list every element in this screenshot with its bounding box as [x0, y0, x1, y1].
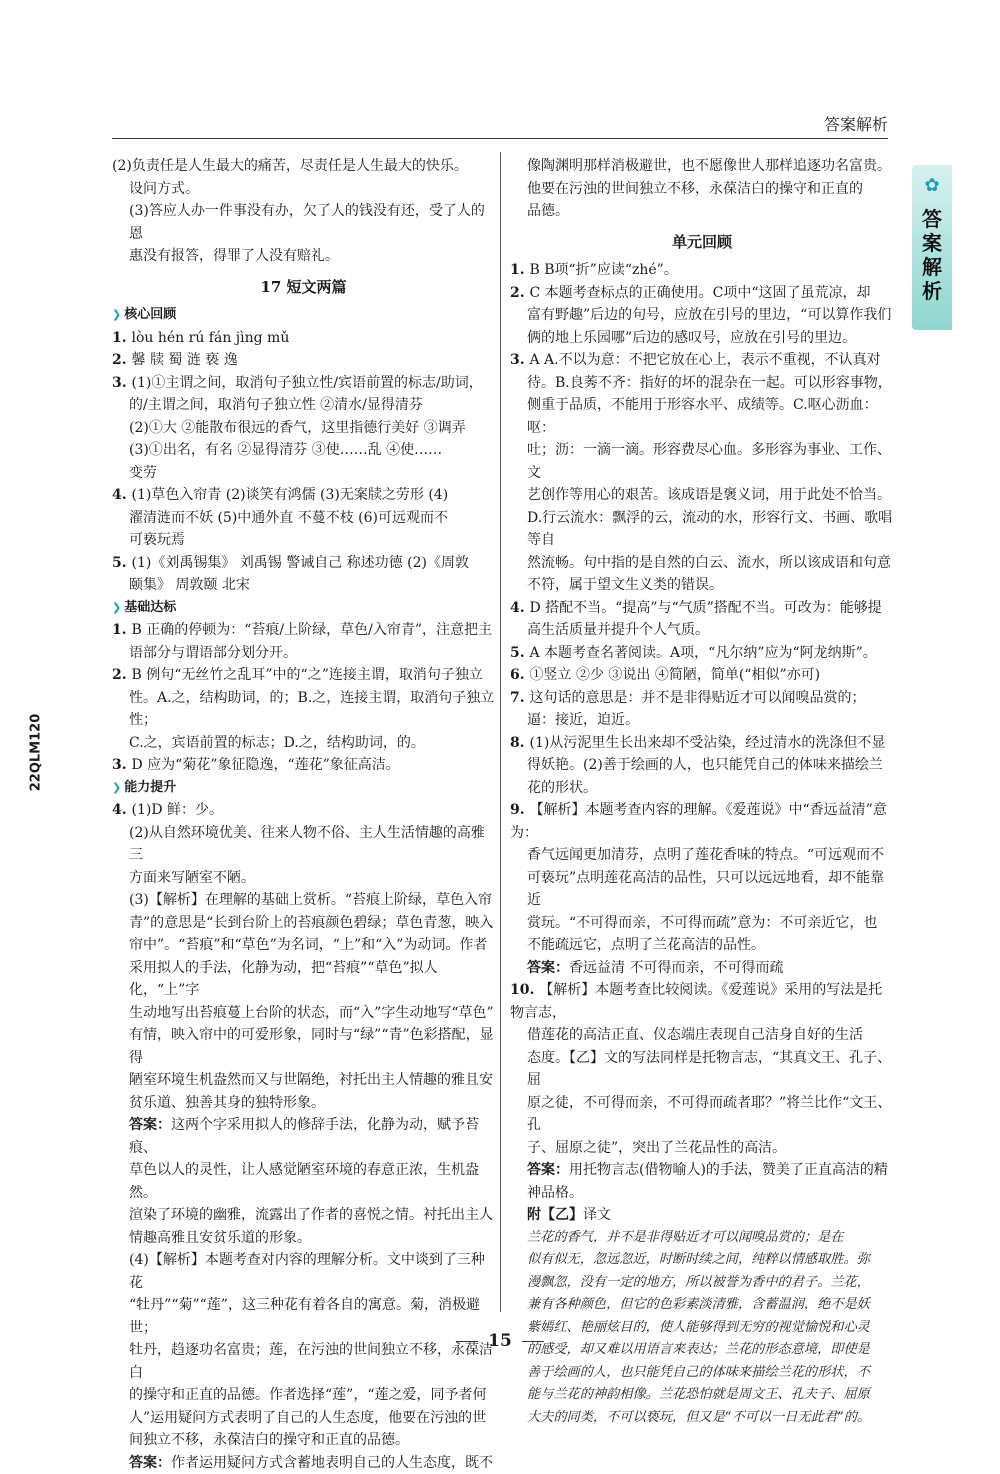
subsection-title: [112, 597, 495, 620]
answer-text: 香远益清 不可得而亲，不可得而疏: [569, 960, 783, 976]
line-text: 贫乐道、独善其身的独特形象。: [129, 1095, 325, 1111]
text-line: [510, 200, 894, 223]
line-text: (4)【解析】本题考查对内容的理解分析。文中谈到了三种花: [129, 1252, 485, 1291]
column-divider: [500, 152, 501, 1312]
text-line: [112, 178, 495, 201]
text-line: [112, 1092, 495, 1115]
text-line: [112, 439, 495, 462]
line-text: 不能疏远它，点明了兰花高洁的品性。: [527, 937, 765, 953]
answer-label: 答案：: [129, 1117, 171, 1133]
section-tab-label: 答案解析: [918, 207, 946, 303]
text-line: [510, 507, 894, 552]
answer-label: 附【乙】: [527, 1207, 583, 1223]
subsection-label: 核心回顾: [124, 307, 176, 322]
line-text: (2)①大 ②能散布很远的香气，这里指德行美好 ③调弄: [129, 420, 466, 436]
text-line: [112, 754, 495, 777]
left-column: [112, 155, 495, 1474]
translation-line: 善于绘画的人，也只能凭自己的体味来描绘兰花的形状，不: [510, 1362, 894, 1385]
header-title: 答案解析: [824, 112, 888, 135]
line-text: 惠没有报答，得罪了人没有赔礼。: [129, 248, 339, 264]
question-number: 9.: [510, 802, 530, 818]
answer-label: 答案：: [527, 960, 569, 976]
line-text: A 本题考查名著阅读。A项，“凡尔纳”应为“阿龙纳斯”。: [530, 645, 877, 661]
line-text: 侧重于品质，不能用于形容水平、成绩等。C.呕心沥血：呕：: [527, 397, 878, 436]
text-line: [112, 1002, 495, 1025]
text-line: [510, 552, 894, 575]
question-number: 10.: [510, 982, 539, 998]
line-text: 方面来写陋室不陋。: [129, 870, 255, 886]
text-line: [112, 1227, 495, 1250]
text-line: [510, 799, 894, 844]
line-text: 有情，映入帘中的可爱形象，同时与“绿”“青”色彩搭配，显得: [129, 1027, 494, 1066]
question-number: 1.: [112, 622, 132, 638]
question-number: 7.: [510, 690, 530, 706]
question-number: 4.: [112, 802, 132, 818]
text-line: [112, 1429, 495, 1452]
text-line: [510, 619, 894, 642]
text-line: [112, 245, 495, 268]
section-title: 17 短文两篇: [112, 276, 495, 299]
subsection-title: [112, 777, 495, 800]
question-number: 2.: [510, 285, 530, 301]
line-text: 性。A.之，结构助词，的；B.之，连接主谓，取消句子独立性；: [129, 690, 494, 729]
text-line: [510, 259, 894, 282]
line-text: 语部分与谓语部分划分开。: [129, 645, 297, 661]
line-text: (1)从污泥里生长出来却不受沾染，经过清水的洗涤但不显: [530, 735, 886, 751]
line-text: lòu hén rú fán jìng mǔ: [132, 330, 290, 346]
line-text: 待。B.良莠不齐：指好的坏的混杂在一起。可以形容事物，: [527, 375, 892, 391]
line-text: 态度。【乙】文的写法同样是托物言志，“其真文王、孔子、屈: [527, 1050, 891, 1089]
line-text: (2)负责任是人生最大的痛苦，尽责任是人生最大的快乐。: [112, 158, 468, 174]
text-line: [112, 1249, 495, 1294]
text-line: [510, 439, 894, 484]
subsection-label: 能力提升: [124, 780, 176, 795]
translation-line: 漫飘忽，没有一定的地方，所以被誉为香中的君子。兰花，: [510, 1272, 894, 1295]
text-line: [112, 1204, 495, 1227]
line-text: 陋室环境生机盎然而又与世隔绝，衬托出主人情趣的雅且安: [129, 1072, 493, 1088]
text-line: [112, 372, 495, 395]
text-line: [510, 282, 894, 305]
line-text: 【解析】本题考查内容的理解。《爱莲说》中“香远益清”意为：: [510, 802, 887, 841]
text-line: [112, 1024, 495, 1069]
text-line: [112, 1069, 495, 1092]
question-number: 6.: [510, 667, 530, 683]
text-line: [112, 934, 495, 957]
text-line: [112, 1159, 495, 1204]
line-text: A A.不以为意：不把它放在心上，表示不重视，不认真对: [530, 352, 881, 368]
answer-text: 用托物言志(借物喻人)的手法，赞美了正直高洁的精: [569, 1162, 888, 1178]
question-number: 5.: [112, 555, 132, 571]
translation-line: 兼有各种颜色，但它的色彩素淡清雅，含蓄温润，绝不是妖: [510, 1294, 894, 1317]
text-line: [112, 957, 495, 1002]
text-line: [510, 1182, 894, 1205]
translation-line: 兰花的香气，并不是非得贴近才可以闻嗅品赏的；是在: [510, 1227, 894, 1250]
text-line: [510, 754, 894, 777]
line-text: (3)①出名，有名 ②显得清芬 ③使……乱 ④使……: [129, 442, 442, 458]
line-text: (3)【解析】在理解的基础上赏析。“苔痕上阶绿，草色入帘: [129, 892, 492, 908]
leaf-icon: ✿: [920, 175, 944, 197]
text-line: [510, 687, 894, 710]
text-line: [510, 777, 894, 800]
line-text: 渲染了环境的幽雅，流露出了作者的喜悦之情。衬托出主人: [129, 1207, 493, 1223]
text-line: [112, 507, 495, 530]
line-text: 艺创作等用心的艰苦。该成语是褒义词，用于此处不恰当。: [527, 487, 891, 503]
text-line: [510, 574, 894, 597]
answer-label: 答案：: [129, 1455, 171, 1471]
line-text: C 本题考查标点的正确使用。C项中“这固了虽荒凉，却: [530, 285, 871, 301]
line-text: 帘中”。“苔痕”和“草色”为名词，“上”和“入”为动词。作者: [129, 937, 487, 953]
line-text: 子、屈原之徒”，突出了兰花品性的高洁。: [527, 1140, 786, 1156]
text-line: [112, 155, 495, 178]
text-line: [510, 1137, 894, 1160]
line-text: 这句话的意思是：并不是非得贴近才可以闻嗅品赏的；: [530, 690, 866, 706]
line-text: (2)从自然环境优美、往来人物不俗、主人生活情趣的高雅三: [129, 825, 485, 864]
line-text: 高生活质量并提升个人气质。: [527, 622, 709, 638]
text-line: [510, 1159, 894, 1182]
text-line: [112, 889, 495, 912]
question-number: 1.: [510, 262, 530, 278]
text-line: [112, 1114, 495, 1159]
text-line: [510, 372, 894, 395]
line-text: 逼：接近，迫近。: [527, 712, 639, 728]
text-line: [510, 1204, 894, 1227]
line-text: 品德。: [527, 203, 569, 219]
text-line: [510, 642, 894, 665]
text-line: [510, 957, 894, 980]
line-text: 间独立不移，永葆洁白的操守和正直的品德。: [129, 1432, 409, 1448]
text-line: [112, 912, 495, 935]
text-line: [510, 867, 894, 912]
line-text: 【解析】本题考查比较阅读。《爱莲说》采用的写法是托物言志，: [510, 982, 882, 1021]
line-text: 花的形状。: [527, 780, 597, 796]
text-line: [112, 327, 495, 350]
text-line: [112, 822, 495, 867]
line-text: 吐；沥：一滴一滴。形容费尽心血。多形容为事业、工作、文: [527, 442, 891, 481]
translation-line: 的感受，却又难以用语言来表达；兰花的形态意境，即使是: [510, 1339, 894, 1362]
line-text: (1)D 鲜：少。: [132, 802, 224, 818]
section-tab: [912, 165, 952, 330]
line-text: 俩的地上乐园哪”后边的感叹号，应放在引号的里边。: [527, 330, 856, 346]
text-line: [112, 462, 495, 485]
line-text: 得妖艳。(2)善于绘画的人，也只能凭自己的体味来描绘兰: [527, 757, 883, 773]
translation-line: 大夫的同类，不可以亵玩，但又是“不可以一日无此君”的。: [510, 1407, 894, 1430]
line-text: 富有野趣”后边的句号，应放在引号的里边，“可以算作我们: [527, 307, 891, 323]
text-line: [112, 200, 495, 245]
line-text: 变劳: [129, 465, 157, 481]
question-number: 5.: [510, 645, 530, 661]
text-line: [112, 529, 495, 552]
arrow-icon: ❯: [112, 308, 121, 321]
text-line: [510, 394, 894, 439]
line-text: (1)草色入帘青 (2)谈笑有鸿儒 (3)无案牍之劳形 (4): [132, 487, 449, 503]
text-line: [510, 844, 894, 867]
question-number: 3.: [510, 352, 530, 368]
text-line: [510, 178, 894, 201]
text-line: [510, 732, 894, 755]
translation-line: 能与兰花的神韵相像。兰花恐怕就是周文王、孔夫子、屈原: [510, 1384, 894, 1407]
line-text: 香气远闻更加清芬，点明了莲花香味的特点。“可远观而不: [527, 847, 884, 863]
question-number: 1.: [112, 330, 132, 346]
line-text: D.行云流水：飘浮的云，流动的水，形容行文、书画、歌唱等自: [527, 510, 892, 549]
line-text: D 搭配不当。“提高”与“气质”搭配不当。可改为：能够提: [530, 600, 882, 616]
line-text: 神品格。: [527, 1185, 583, 1201]
question-number: 3.: [112, 757, 132, 773]
answer-text: 这两个字采用拟人的修辞手法，化静为动，赋予苔痕、: [129, 1117, 479, 1156]
line-text: (1)《刘禹锡集》 刘禹锡 警诫自己 称述功德 (2)《周敦: [132, 555, 469, 571]
line-text: 青”的意思是“长到台阶上的苔痕颜色碧绿；草色青葱，映入: [129, 915, 493, 931]
line-text: 情趣高雅且安贫乐道的形象。: [129, 1230, 311, 1246]
text-line: [112, 484, 495, 507]
line-text: 原之徒，不可得而亲，不可得而疏者耶？”将兰比作“文王、孔: [527, 1095, 891, 1134]
text-line: [510, 1047, 894, 1092]
text-line: [112, 349, 495, 372]
right-column: [510, 155, 894, 1429]
text-line: [510, 664, 894, 687]
text-line: [112, 687, 495, 732]
line-text: B 例句“无丝竹之乱耳”中的“之”连接主谓，取消句子独立: [132, 667, 483, 683]
arrow-icon: ❯: [112, 601, 121, 614]
answer-label: 答案：: [527, 1162, 569, 1178]
text-line: [112, 394, 495, 417]
line-text: 颐集》 周敦颐 北宋: [129, 577, 250, 593]
line-text: 赏玩。“不可得而亲，不可得而疏”意为：不可亲近它，也: [527, 915, 877, 931]
text-line: [112, 417, 495, 440]
text-line: [112, 1407, 495, 1430]
line-text: 人”运用疑问方式表明了自己的人生态度，他要在污浊的世: [129, 1410, 486, 1426]
question-number: 2.: [112, 667, 132, 683]
question-number: 4.: [510, 600, 530, 616]
line-text: B B项“折”应读“zhé”。: [530, 262, 678, 278]
text-line: [510, 1024, 894, 1047]
text-line: [510, 1092, 894, 1137]
line-text: 的/主谓之间，取消句子独立性 ②清水/显得清芬: [129, 397, 423, 413]
text-line: [510, 934, 894, 957]
line-text: 借莲花的高洁正直、仪态端庄表现自己洁身自好的生活: [527, 1027, 863, 1043]
text-line: [112, 619, 495, 642]
text-line: [112, 642, 495, 665]
line-text: 设问方式。: [129, 181, 199, 197]
line-text: 的操守和正直的品德。作者选择“莲”，“莲之爱，同予者何: [129, 1387, 486, 1403]
line-text: 他要在污浊的世间独立不移，永葆洁白的操守和正直的: [527, 181, 863, 197]
text-line: [510, 912, 894, 935]
dash-left: [456, 1341, 478, 1342]
text-line: [510, 484, 894, 507]
text-line: [510, 709, 894, 732]
text-line: [510, 979, 894, 1024]
side-code-text: 22QLM120: [29, 708, 44, 798]
question-number: 3.: [112, 375, 132, 391]
line-text: ①竖立 ②少 ③说出 ④简陋，简单(“相似”亦可): [530, 667, 821, 683]
header-divider: [112, 138, 888, 139]
arrow-icon: ❯: [112, 781, 121, 794]
answer-text: 译文: [583, 1207, 611, 1223]
line-text: 草色以人的灵性，让人感觉陋室环境的春意正浓，生机盎然。: [129, 1162, 479, 1201]
line-text: 生动地写出苔痕蔓上台阶的状态，而“入”字生动地写“草色”: [129, 1005, 494, 1021]
line-text: B 正确的停顿为：“苔痕/上阶绿，草色/入帘青”，注意把主: [132, 622, 493, 638]
subsection-title: [112, 304, 495, 327]
text-line: [112, 574, 495, 597]
line-text: D 应为“菊花”象征隐逸，“莲花”象征高洁。: [132, 757, 400, 773]
translation-line: 紫嫣红、艳丽炫目的，使人能够得到无穷的视觉愉悦和心灵: [510, 1317, 894, 1340]
line-text: 可亵玩”点明莲花高洁的品性，只可以远远地看，却不能靠近: [527, 870, 884, 909]
line-text: “牡丹”“菊”“莲”，这三种花有着各自的寓意。菊，消极避世；: [129, 1297, 480, 1336]
answer-text: 作者运用疑问方式含蓄地表明自己的人生态度，既不: [171, 1455, 493, 1471]
text-line: [112, 799, 495, 822]
line-text: 不符，属于望文生义类的错误。: [527, 577, 723, 593]
text-line: [510, 155, 894, 178]
text-line: [112, 552, 495, 575]
line-text: 馨 牍 蜀 涟 亵 逸: [132, 352, 238, 368]
text-line: [112, 867, 495, 890]
line-text: 像陶渊明那样消极避世，也不愿像世人那样追逐功名富贵。: [527, 158, 891, 174]
dash-right: [522, 1341, 544, 1342]
line-text: (1)①主谓之间，取消句子独立性/宾语前置的标志/助词，: [132, 375, 483, 391]
subsection-label: 基础达标: [124, 600, 176, 615]
line-text: 濯清涟而不妖 (5)中通外直 不蔓不枝 (6)可远观而不: [129, 510, 448, 526]
section-title: 单元回顾: [510, 231, 894, 254]
question-number: 2.: [112, 352, 132, 368]
line-text: (3)答应人办一件事没有办，欠了人的钱没有还，受了人的恩: [129, 203, 485, 242]
text-line: [112, 1384, 495, 1407]
text-line: [510, 349, 894, 372]
question-number: 4.: [112, 487, 132, 503]
text-line: [510, 304, 894, 327]
page-number: 15: [488, 1331, 512, 1351]
line-text: C.之，宾语前置的标志；D.之，结构助词，的。: [129, 735, 425, 751]
text-line: [510, 327, 894, 350]
question-number: 8.: [510, 735, 530, 751]
line-text: 牡丹，趋逐功名富贵；莲，在污浊的世间独立不移，永葆洁白: [129, 1342, 493, 1381]
side-code: [26, 700, 46, 810]
line-text: 可亵玩焉: [129, 532, 185, 548]
translation-line: 似有似无，忽远忽近，时断时续之间，纯粹以情感取胜。弥: [510, 1249, 894, 1272]
text-line: [510, 597, 894, 620]
line-text: 然流畅。句中指的是自然的白云、流水，所以该成语和句意: [527, 555, 891, 571]
text-line: [112, 732, 495, 755]
text-line: [112, 664, 495, 687]
line-text: 采用拟人的手法，化静为动，把“苔痕”“草色”拟人化，“上”字: [129, 960, 438, 999]
page-number-row: [0, 1331, 1000, 1351]
